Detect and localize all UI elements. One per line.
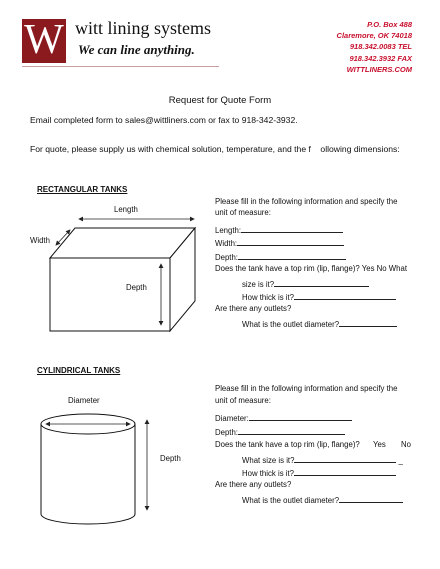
rect-heading: RECTANGULAR TANKS [37, 185, 128, 194]
cyl-thick-label: How thick is it? [242, 469, 294, 478]
cyl-size-tail: _ [398, 456, 403, 465]
rect-depth-field-label: Depth: [215, 253, 238, 262]
cyl-size-row [242, 454, 403, 465]
cyl-no-option[interactable]: No [401, 440, 411, 449]
rect-width-label: Width: [215, 239, 238, 248]
rect-width-field[interactable] [237, 237, 344, 246]
rect-outlet-row [242, 318, 397, 329]
diameter-label: Diameter [68, 396, 100, 405]
rect-tank-figure [50, 228, 195, 331]
cyl-size-field[interactable] [294, 454, 396, 463]
rect-instructions-2: unit of measure: [215, 208, 271, 217]
cyl-depth-label: Depth [160, 454, 181, 463]
rect-outlet-label: What is the outlet diameter? [242, 320, 340, 329]
rect-depth-field[interactable] [238, 251, 346, 260]
contact-fax: 918.342.3932 FAX [349, 53, 412, 63]
rect-length-field[interactable] [241, 224, 343, 233]
cyl-instructions-1: Please fill in the following information and specify the [215, 384, 398, 393]
cyl-outlets-question: Are there any outlets? [215, 480, 292, 489]
cyl-outlet-row [242, 494, 403, 505]
cyl-tank-figure [41, 414, 135, 524]
quote-instructions: For quote, please supply us with chemical solution, temperature, and the f ollowing dimensions: [30, 144, 400, 154]
rect-depth-label: Depth [126, 283, 147, 292]
cyl-instructions-2: unit of measure: [215, 396, 271, 405]
cyl-diameter-field[interactable] [249, 412, 352, 421]
contact-city: Claremore, OK 74018 [336, 31, 412, 41]
contact-po-box: P.O. Box 488 [367, 20, 412, 29]
cyl-top-rim-question: Does the tank have a top rim (lip, flange)? [215, 440, 360, 449]
width-label: Width [30, 236, 50, 245]
logo-letter: W [24, 17, 64, 63]
tagline: We can line anything. [78, 42, 195, 57]
rect-size-label: size is it? [242, 280, 275, 289]
cyl-diameter-row [215, 412, 352, 423]
rect-outlets-question: Are there any outlets? [215, 304, 292, 313]
rect-thick-row [242, 291, 396, 302]
rect-length-label: Length: [215, 226, 242, 235]
cyl-thick-row [242, 467, 396, 478]
rect-size-field[interactable] [274, 278, 369, 287]
email-instructions: Email completed form to sales@wittliners.com or fax to 918-342-3932. [30, 115, 298, 125]
rect-instructions-1: Please fill in the following information and specify the [215, 197, 398, 206]
cyl-heading: CYLINDRICAL TANKS [37, 366, 121, 375]
page-title: Request for Quote Form [168, 95, 272, 106]
rect-width-row [215, 237, 344, 248]
cyl-diameter-label: Diameter: [215, 414, 249, 423]
cyl-size-label: What size is it? [242, 456, 295, 465]
rect-size-row [242, 278, 369, 289]
cyl-yes-option[interactable]: Yes [373, 440, 386, 449]
company-name: witt lining systems [75, 18, 212, 38]
rect-length-row [215, 224, 343, 235]
rect-thick-field[interactable] [294, 291, 396, 300]
cyl-depth-field-label: Depth: [215, 428, 238, 437]
rect-outlet-field[interactable] [339, 318, 397, 327]
cyl-depth-field[interactable] [238, 426, 345, 435]
contact-tel: 918.342.0083 TEL [349, 42, 412, 52]
cyl-thick-field[interactable] [294, 467, 396, 476]
length-label: Length [114, 205, 138, 214]
cyl-depth-row [215, 426, 345, 437]
rect-top-rim-question: Does the tank have a top rim (lip, flange)? Yes No What [215, 264, 407, 273]
rect-thick-label: How thick is it? [242, 293, 294, 302]
cyl-outlet-label: What is the outlet diameter? [242, 496, 340, 505]
cyl-outlet-field[interactable] [339, 494, 403, 503]
rect-depth-row [215, 251, 346, 262]
contact-web: WITTLINERS.COM [346, 64, 412, 74]
